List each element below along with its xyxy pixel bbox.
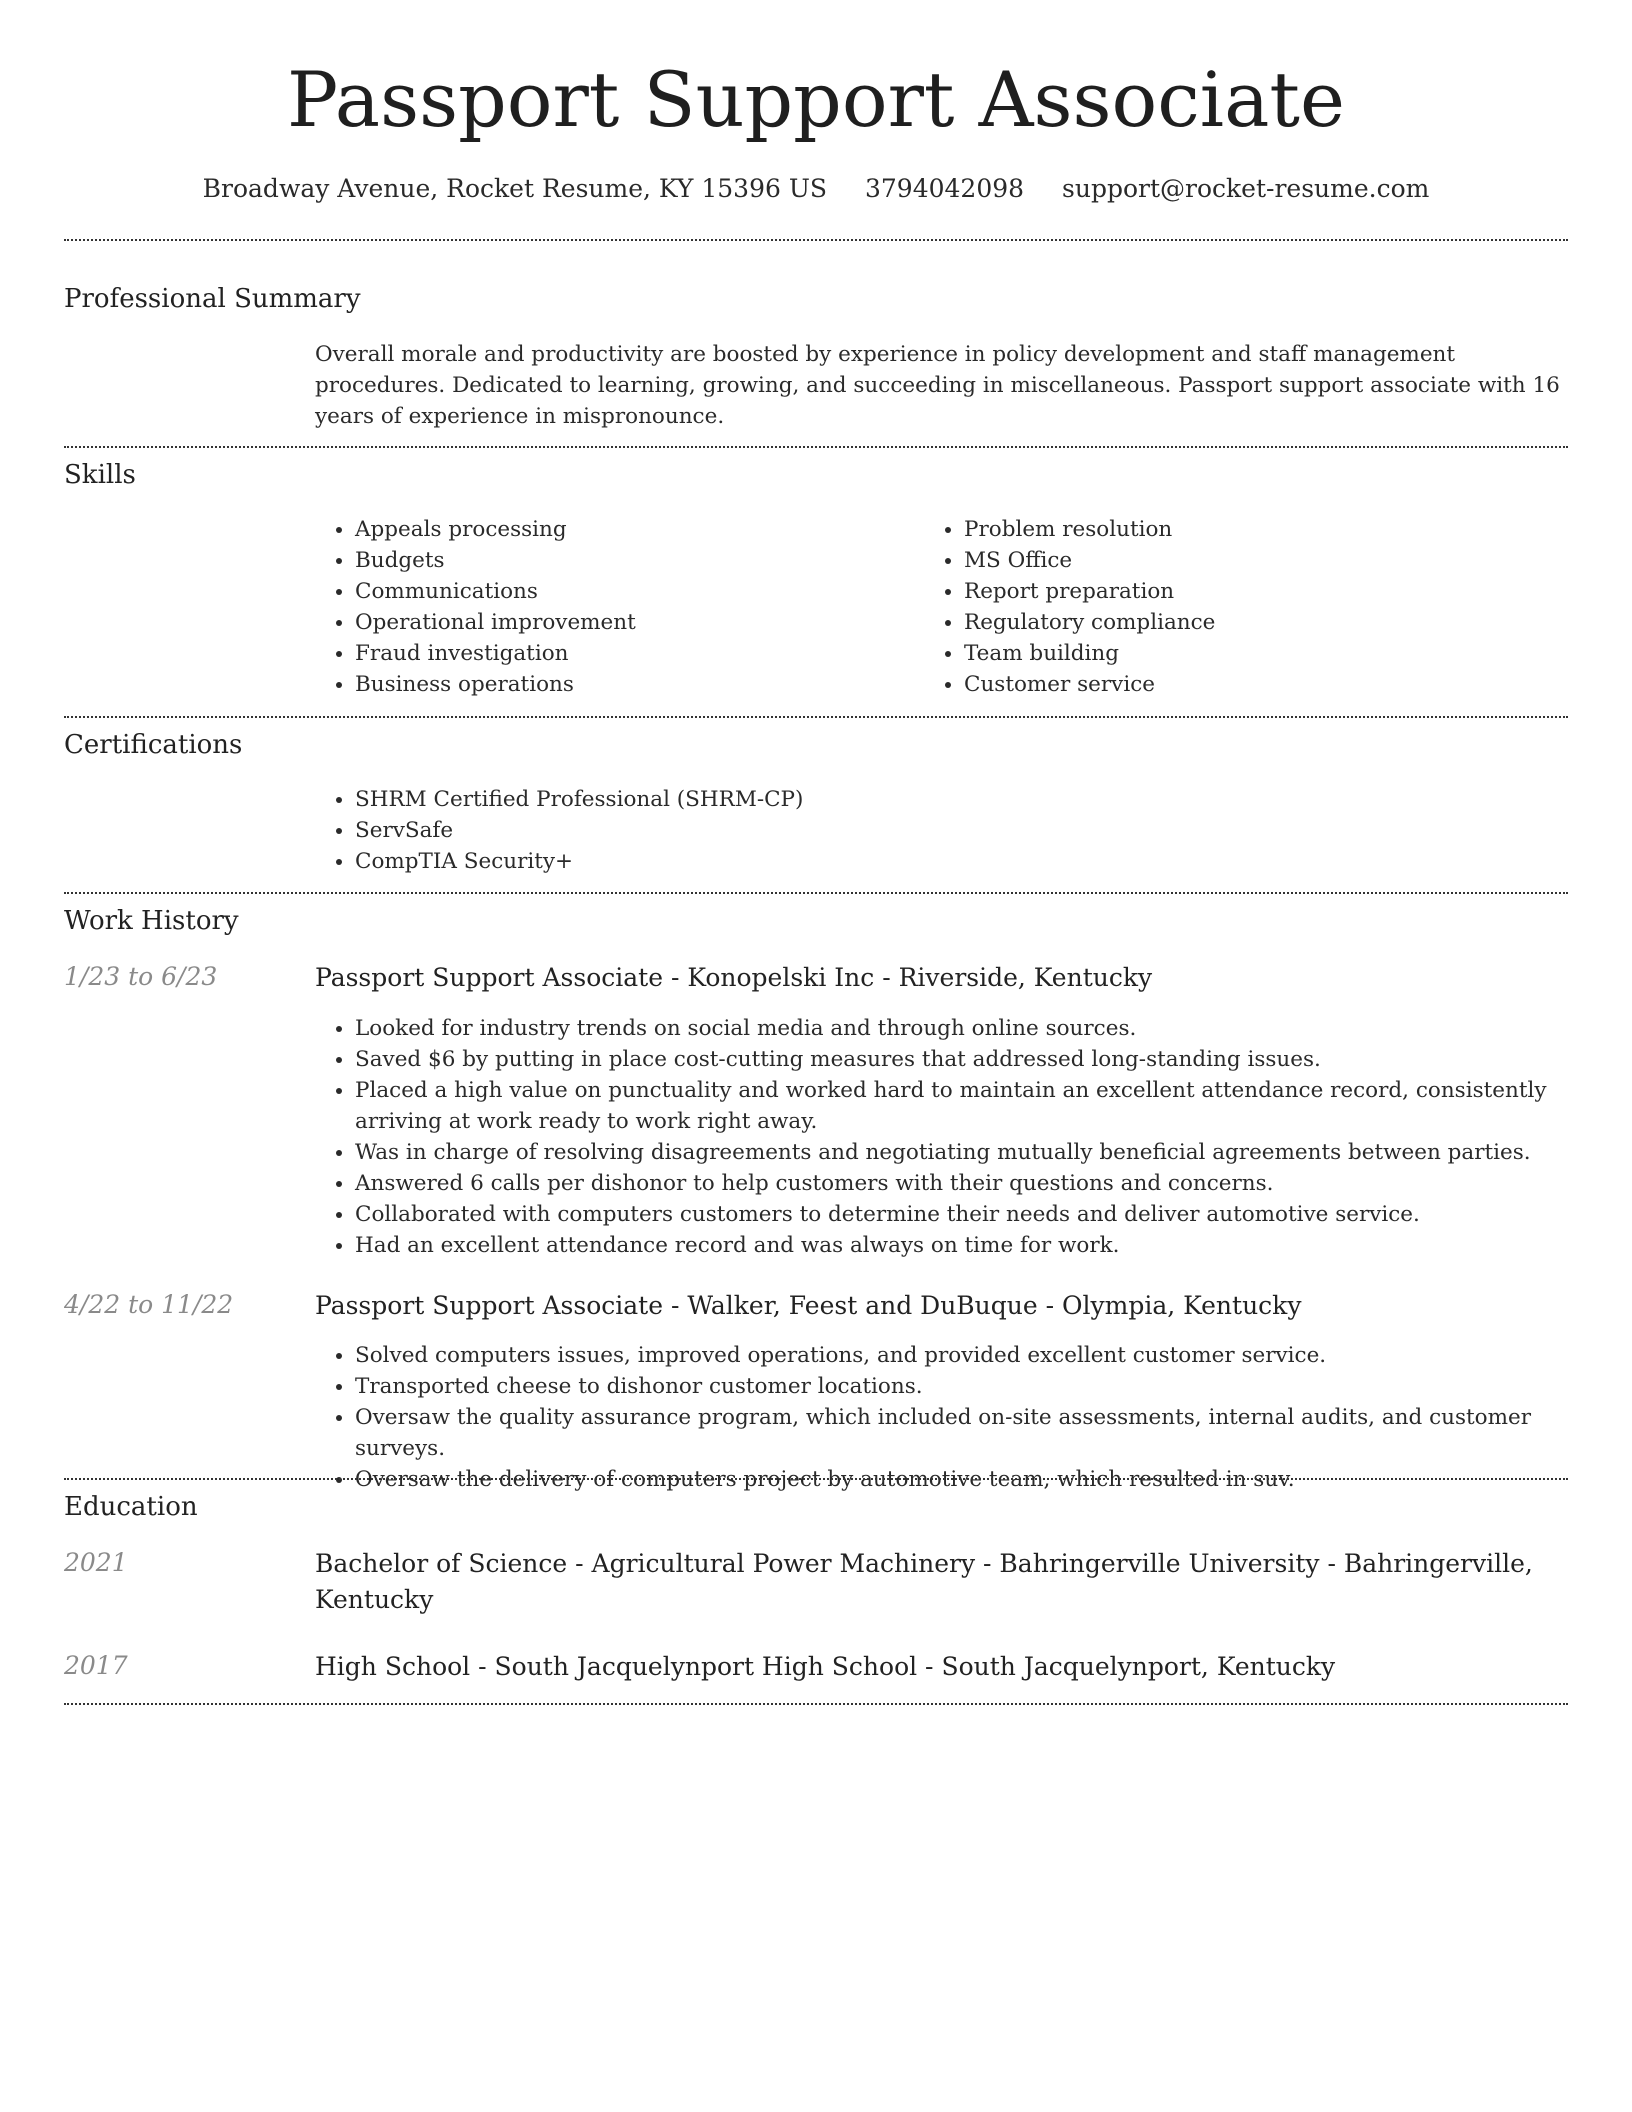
skill-item: • Regulatory compliance: [964, 607, 1584, 638]
education-heading-entry: Bachelor of Science - Agricultural Power Machinery - Bahringerville University - Bahringerville, Kentucky: [315, 1549, 1533, 1614]
skill-item: • Report preparation: [964, 576, 1584, 607]
job-heading: Passport Support Associate - Walker, Feest and DuBuque - Olympia, Kentucky: [315, 1291, 1302, 1320]
summary-text: Overall morale and productivity are boosted by experience in policy development and staff management procedures. Dedicated to learning, growing, and succeeding in miscellaneous. Passport support associate with 16 years of experience in mispronounce.: [315, 342, 1560, 429]
job-bullet: • Looked for industry trends on social media and through online sources.: [355, 1013, 1610, 1044]
education-year: 2021: [64, 1548, 128, 1577]
job-bullet: • Collaborated with computers customers to determine their needs and deliver automotive service.: [355, 1199, 1610, 1230]
job-bullet: • Placed a high value on punctuality and worked hard to maintain an excellent attendance record, consistently arriving at work ready to work right away.: [355, 1075, 1610, 1137]
job-dates: 4/22 to 11/22: [64, 1290, 234, 1319]
summary-heading: Professional Summary: [64, 284, 361, 314]
job-bullet: • Oversaw the delivery of computers project by automotive team, which resulted in suv.: [355, 1464, 1610, 1495]
education-heading: Education: [64, 1492, 198, 1522]
certifications-heading: Certifications: [64, 730, 243, 760]
work-history-heading: Work History: [64, 906, 239, 936]
job-bullet: • Was in charge of resolving disagreements and negotiating mutually beneficial agreements between parties.: [355, 1137, 1610, 1168]
section-divider: [64, 1703, 1568, 1705]
job-heading: Passport Support Associate - Konopelski Inc - Riverside, Kentucky: [315, 963, 1153, 992]
job-bullet: • Transported cheese to dishonor customer locations.: [355, 1371, 1610, 1402]
certification-item: • SHRM Certified Professional (SHRM-CP): [355, 784, 1555, 815]
certification-item: • CompTIA Security+: [355, 846, 1555, 877]
section-divider: [64, 446, 1568, 448]
section-divider: [64, 239, 1568, 241]
skills-heading: Skills: [64, 460, 136, 490]
contact-email: support@rocket-resume.com: [1062, 174, 1430, 203]
education-heading-entry: High School - South Jacquelynport High School - South Jacquelynport, Kentucky: [315, 1652, 1336, 1681]
skill-item: • Communications: [355, 576, 915, 607]
skill-item: • Customer service: [964, 669, 1584, 700]
skill-item: • Operational improvement: [355, 607, 915, 638]
job-dates: 1/23 to 6/23: [64, 962, 218, 991]
candidate-name: Passport Support Associate: [287, 55, 1345, 144]
job-bullet: • Had an excellent attendance record and was always on time for work.: [355, 1230, 1610, 1261]
job-bullet: • Saved $6 by putting in place cost-cutting measures that addressed long-standing issues.: [355, 1044, 1610, 1075]
certification-item: • ServSafe: [355, 815, 1555, 846]
skill-item: • MS Office: [964, 545, 1584, 576]
skill-item: • Fraud investigation: [355, 638, 915, 669]
section-divider: [64, 892, 1568, 894]
skill-item: • Business operations: [355, 669, 915, 700]
job-bullets: [311, 1340, 1610, 1495]
job-bullet: • Oversaw the quality assurance program, which included on-site assessments, internal audits, and customer surveys.: [355, 1402, 1610, 1464]
skill-item: • Problem resolution: [964, 514, 1584, 545]
skill-item: • Team building: [964, 638, 1584, 669]
skill-item: • Budgets: [355, 545, 915, 576]
job-bullets: [311, 1013, 1610, 1261]
skills-list-left: [311, 514, 915, 700]
contact-line: [0, 172, 1632, 206]
education-year: 2017: [64, 1651, 128, 1680]
contact-address: Broadway Avenue, Rocket Resume, KY 15396 US: [202, 174, 828, 203]
job-bullet: • Solved computers issues, improved operations, and provided excellent customer service.: [355, 1340, 1610, 1371]
skills-list-right: [920, 514, 1584, 700]
job-bullet: • Answered 6 calls per dishonor to help customers with their questions and concerns.: [355, 1168, 1610, 1199]
contact-phone: 3794042098: [865, 174, 1025, 203]
certifications-list: [311, 784, 1555, 877]
skill-item: • Appeals processing: [355, 514, 915, 545]
section-divider: [64, 1478, 1568, 1480]
section-divider: [64, 716, 1568, 718]
